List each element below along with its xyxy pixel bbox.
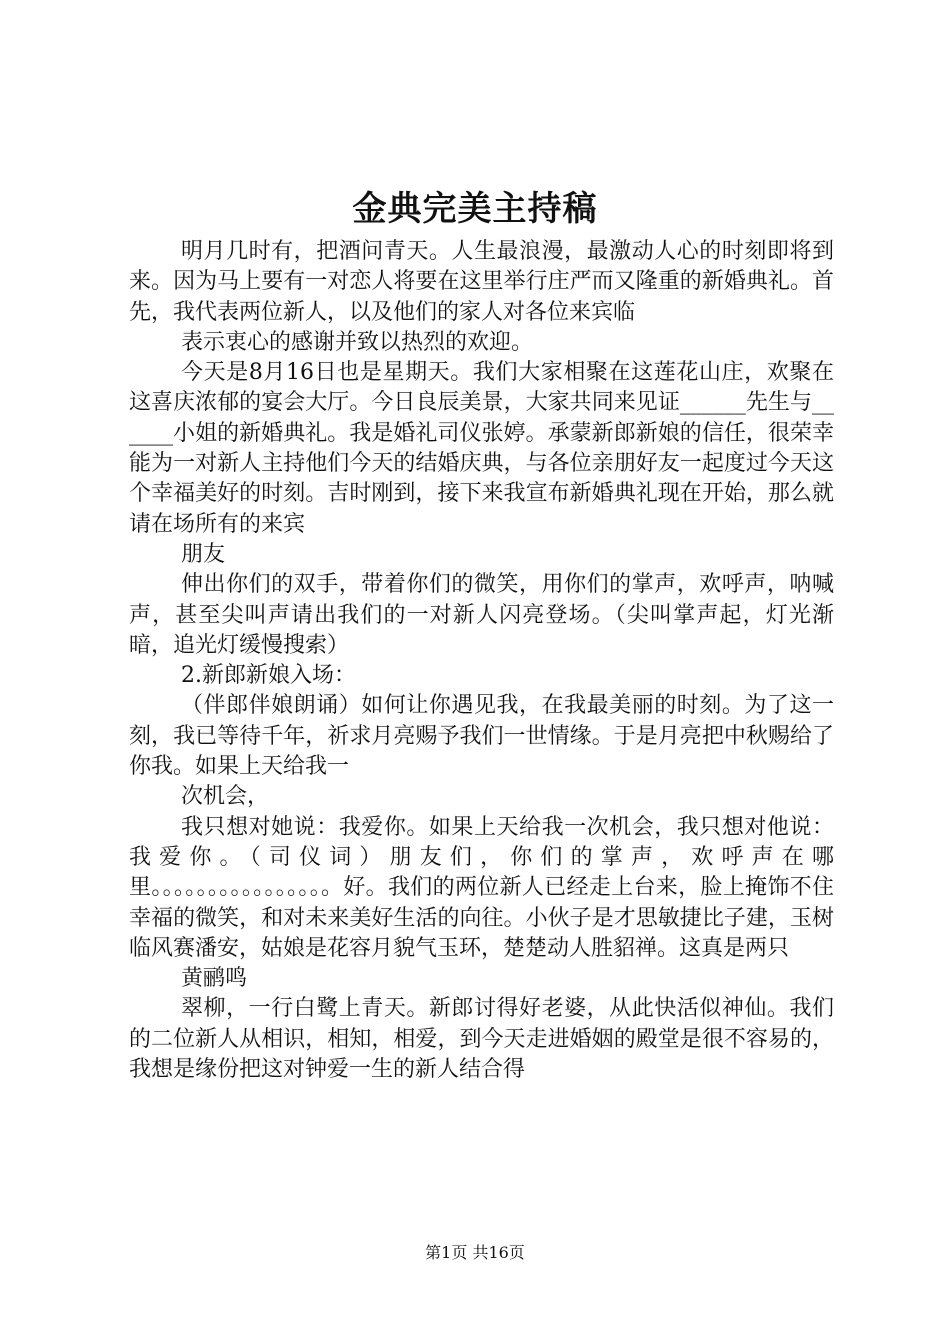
- document-body: [129, 237, 834, 1085]
- paragraph: 伸出你们的双手，带着你们的微笑，用你们的掌声，欢呼声，呐喊声，甚至尖叫声请出我们的一对新人闪亮登场。（尖叫掌声起，灯光渐暗，追光灯缓慢搜索）: [129, 572, 834, 658]
- paragraph: 翠柳，一行白鹭上青天。新郎讨得好老婆，从此快活似神仙。我们的二位新人从相识，相知，相爱，到今天走进婚姻的殿堂是很不容易的，我想是缘份把这对钟爱一生的新人结合得: [129, 996, 834, 1083]
- paragraph: 我只想对她说：我爱你。如果上天给我一次机会，我只想对他说：我爱你。（司仪词）朋友们，你们的掌声，欢呼声在哪里。。。。。。。。。。。。。。。。好。我们的两位新人已经走上台来，脸上掩饰不住幸福的微笑，和对未来美好生活的向往。小伙子是才思敏捷比子建，玉树临风赛潘安，姑娘是花容月貌气玉环，楚楚动人胜貂禅。这真是两只: [129, 814, 834, 961]
- paragraph: 表示衷心的感谢并致以热烈的欢迎。: [181, 329, 534, 355]
- paragraph: （伴郎伴娘朗诵）如何让你遇见我，在我最美丽的时刻。为了这一刻，我已等待千年，祈求月亮赐予我们一世情缘。于是月亮把中秋赐给了你我。如果上天给我一: [129, 693, 834, 780]
- paragraph: 黄鹂鸣: [181, 966, 248, 992]
- page-number-footer: 第1页 共16页: [425, 1243, 525, 1262]
- paragraph: 今天是8月16日也是星期天。我们大家相聚在这莲花山庄，欢聚在这喜庆浓郁的宴会大厅。今日良辰美景，大家共同来见证______先生与______小姐的新婚典礼。我是婚礼司仪张婷。承蒙新郎新娘的信任，很荣幸能为一对新人主持他们今天的结婚庆典，与各位亲朋好友一起度过今天这个幸福美好的时刻。吉时刚到，接下来我宣布新婚典礼现在开始，那么就请在场所有的来宾: [129, 360, 834, 537]
- paragraph: 次机会，: [181, 784, 270, 810]
- paragraph: 2.新郎新娘入场：: [181, 663, 356, 689]
- paragraph: 朋友: [181, 541, 226, 567]
- document-title: 金典完美主持稿: [352, 189, 598, 229]
- paragraph: 明月几时有，把酒问青天。人生最浪漫，最激动人心的时刻即将到来。因为马上要有一对恋人将要在这里举行庄严而又隆重的新婚典礼。首先，我代表两位新人，以及他们的家人对各位来宾临: [129, 239, 834, 325]
